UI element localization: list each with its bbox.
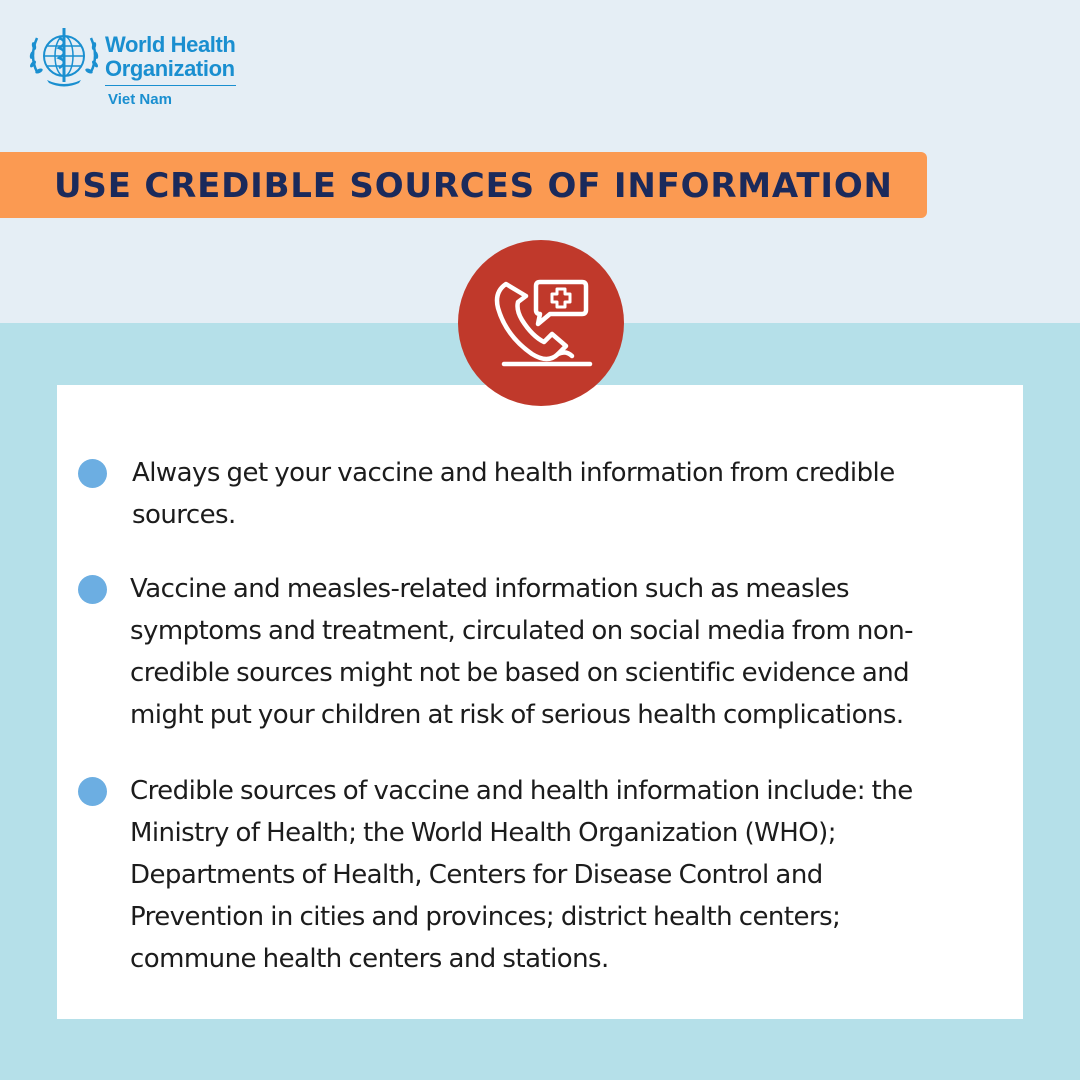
bullet-text: Always get your vaccine and health information from credible sources. (132, 458, 895, 530)
who-emblem-icon (25, 22, 103, 90)
bullet-dot-icon (78, 575, 107, 604)
bullet-text: Vaccine and measles-related information such as measles symptoms and treatment, circulated on social media from non-credible sources might not be based on scientific evidence and might put your children at risk of serious health complications. (130, 574, 913, 730)
bullet-text: Credible sources of vaccine and health information include: the Ministry of Health; the World Health Organization (WHO); Departments of Health, Centers for Disease Control and Prevention in cities and provinces; district health centers; commune health centers and stations. (130, 776, 913, 974)
who-logo[interactable] (25, 22, 240, 117)
bullet-dot-icon (78, 459, 107, 488)
country-label: Viet Nam (108, 91, 172, 108)
org-name-line2: Organization (105, 56, 235, 81)
phone-medical-chat-icon (458, 240, 624, 406)
title-banner (0, 152, 927, 218)
logo-divider (105, 85, 236, 86)
bullet-dot-icon (78, 777, 107, 806)
page-title: USE CREDIBLE SOURCES OF INFORMATION (54, 166, 893, 206)
org-name-line1: World Health (105, 32, 236, 57)
